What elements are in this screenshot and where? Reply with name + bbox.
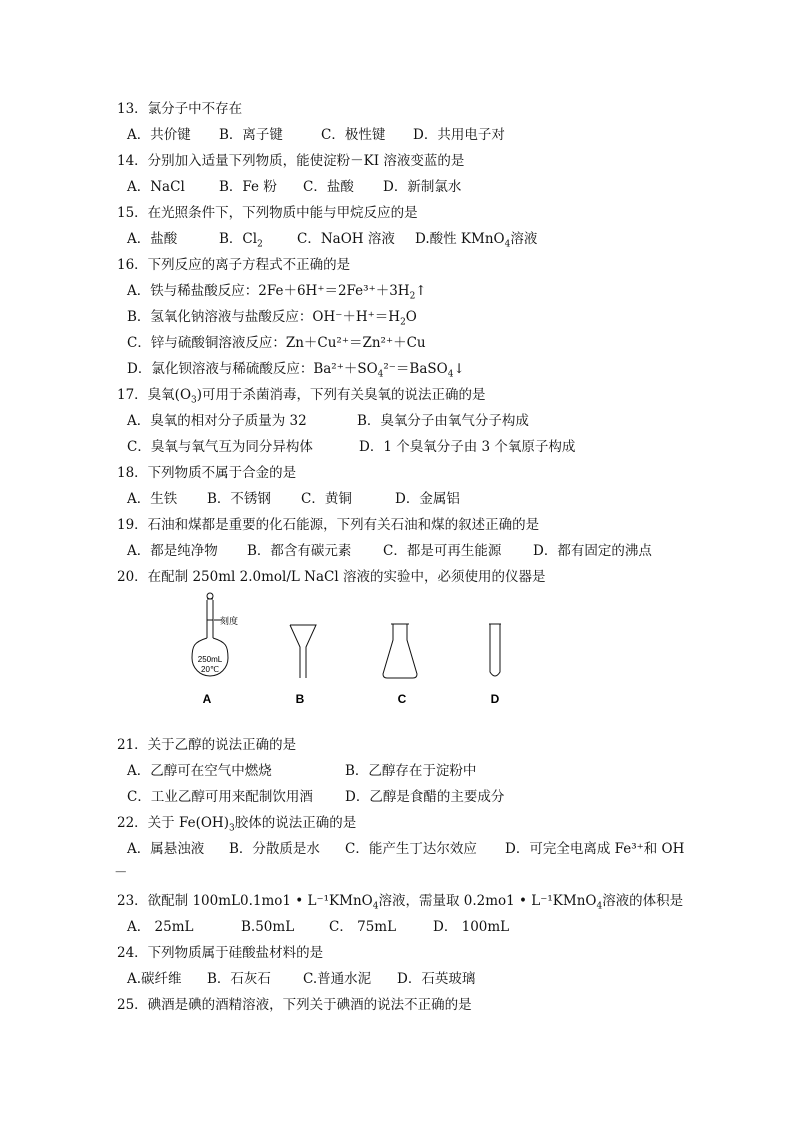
option-c: C．黄铜 [301, 491, 352, 507]
question-22-stem: 22．关于 $Fe(OH)_3$胶体的说法正确的是 [117, 815, 357, 834]
option-a: A．都是纯净物 [127, 543, 218, 559]
option-b: B.50mL [241, 919, 295, 935]
option-c: C．能产生丁达尔效应 [345, 841, 477, 857]
option-a: A．臭氧的相对分子质量为 32 [127, 413, 307, 429]
question-16-option-a: A．铁与稀盐酸反应：$2Fe+6H^+=2Fe^{3+}+3H_2↑$ [127, 283, 427, 302]
question-20-stem: 20．在配制 250ml 2.0mol/L NaCl 溶液的实验中，必须使用的仪器是 [117, 569, 546, 585]
question-19-options [127, 542, 652, 560]
option-b: B．都含有碳元素 [247, 543, 352, 559]
question-22-option-d-wrap: － [114, 865, 128, 881]
option-d: D．新制氯水 [383, 179, 462, 195]
option-a: A．属悬浊液 [127, 841, 205, 857]
question-21-stem: 21．关于乙醇的说法正确的是 [117, 737, 297, 753]
flask-volume-label: 250mL [197, 655, 223, 664]
question-15-stem: 15．在光照条件下，下列物质中能与甲烷反应的是 [117, 205, 418, 221]
option-b: B．石灰石 [207, 971, 271, 987]
question-22-options [127, 840, 684, 858]
option-b: B．离子键 [219, 127, 283, 143]
question-16-stem: 16．下列反应的离子方程式不正确的是 [117, 257, 351, 273]
lab-apparatus-figure [180, 592, 540, 712]
option-c: C． 75mL [329, 919, 397, 935]
question-17-options-cd [127, 438, 575, 456]
figure-label-b: B [295, 692, 305, 706]
option-c: C．工业乙醇可用来配制饮用酒 [127, 789, 313, 805]
conical-flask-icon [383, 624, 417, 678]
option-c: C．都是可再生能源 [383, 543, 502, 559]
option-c: C.普通水泥 [303, 971, 372, 987]
question-16-option-c: C．锌与硫酸铜溶液反应：Zn＋Cu²⁺＝Zn²⁺＋Cu [127, 335, 426, 351]
option-a: A．NaCl [127, 179, 185, 195]
figure-label-c: C [397, 692, 407, 706]
figure-label-a: A [202, 692, 212, 706]
question-25-stem: 25．碘酒是碘的酒精溶液，下列关于碘酒的说法不正确的是 [117, 997, 472, 1013]
option-b: B．臭氧分子由氧气分子构成 [357, 413, 529, 429]
option-b: B．$Cl_2$ [219, 231, 263, 250]
option-d: D．可完全电离成 Fe³⁺和 OH [505, 841, 685, 857]
option-c: C．臭氧与氧气互为同分异构体 [127, 439, 313, 455]
question-18-options [127, 490, 460, 508]
option-c: C．NaOH 溶液 [297, 231, 395, 247]
option-d: D．共用电子对 [413, 127, 505, 143]
option-c: C．极性键 [321, 127, 386, 143]
question-18-stem: 18．下列物质不属于合金的是 [117, 465, 297, 481]
option-a: A．乙醇可在空气中燃烧 [127, 763, 272, 779]
question-13-options [127, 126, 505, 144]
option-a: A．生铁 [127, 491, 178, 507]
question-13-stem: 13．氯分子中不存在 [117, 101, 243, 117]
funnel-icon [290, 625, 316, 678]
option-d: D．1 个臭氧分子由 3 个氧原子构成 [359, 439, 576, 455]
question-14-options [127, 178, 461, 196]
question-14-stem: 14．分别加入适量下列物质，能使淀粉－KI 溶液变蓝的是 [117, 153, 465, 169]
option-d: D．石英玻璃 [397, 971, 476, 987]
question-21-options-ab [127, 762, 476, 780]
question-16-option-b: B．氢氧化钠溶液与盐酸反应：$OH^-+H^+=H_2O$ [127, 309, 417, 328]
option-d: D．都有固定的沸点 [533, 543, 652, 559]
question-17-options-ab [127, 412, 529, 430]
option-a: A．共价键 [127, 127, 191, 143]
question-24-options [127, 970, 475, 988]
figure-label-d: D [490, 692, 500, 706]
option-a: A． 25mL [127, 919, 194, 935]
option-d: D．金属铝 [395, 491, 460, 507]
question-24-stem: 24．下列物质属于硅酸盐材料的是 [117, 945, 324, 961]
option-a: A.碳纤维 [127, 971, 182, 987]
test-tube-icon [489, 624, 501, 676]
question-19-stem: 19．石油和煤都是重要的化石能源，下列有关石油和煤的叙述正确的是 [117, 517, 540, 533]
option-d: D.酸性 KMnO$_4$溶液 [415, 231, 538, 250]
question-23-options [127, 918, 509, 936]
question-16-option-d: D．氯化钡溶液与稀硫酸反应：$Ba^{2+}+SO_4^{2-}=BaSO_4↓$ [127, 361, 465, 380]
option-c: C．盐酸 [303, 179, 354, 195]
option-b: B．不锈钢 [207, 491, 271, 507]
question-15-options [127, 230, 537, 248]
question-23-stem: 23．欲配制 100mL0.1mo1 • L⁻¹KMnO$_4$溶液，需量取 0.2mo1 • L⁻¹KMnO$_4$溶液的体积是 [117, 893, 684, 912]
question-21-options-cd [127, 788, 504, 806]
option-d: D． 100mL [433, 919, 510, 935]
flask-scale-label: 刻度 [220, 616, 239, 626]
option-b: B．Fe 粉 [219, 179, 277, 195]
option-d: D．乙醇是食醋的主要成分 [345, 789, 505, 805]
option-b: B．乙醇存在于淀粉中 [345, 763, 477, 779]
flask-temp-label: 20℃ [201, 665, 219, 674]
option-a: A．盐酸 [127, 231, 178, 247]
question-17-stem: 17．臭氧$(O_3)$可用于杀菌消毒，下列有关臭氧的说法正确的是 [117, 387, 486, 406]
option-b: B．分散质是水 [229, 841, 320, 857]
